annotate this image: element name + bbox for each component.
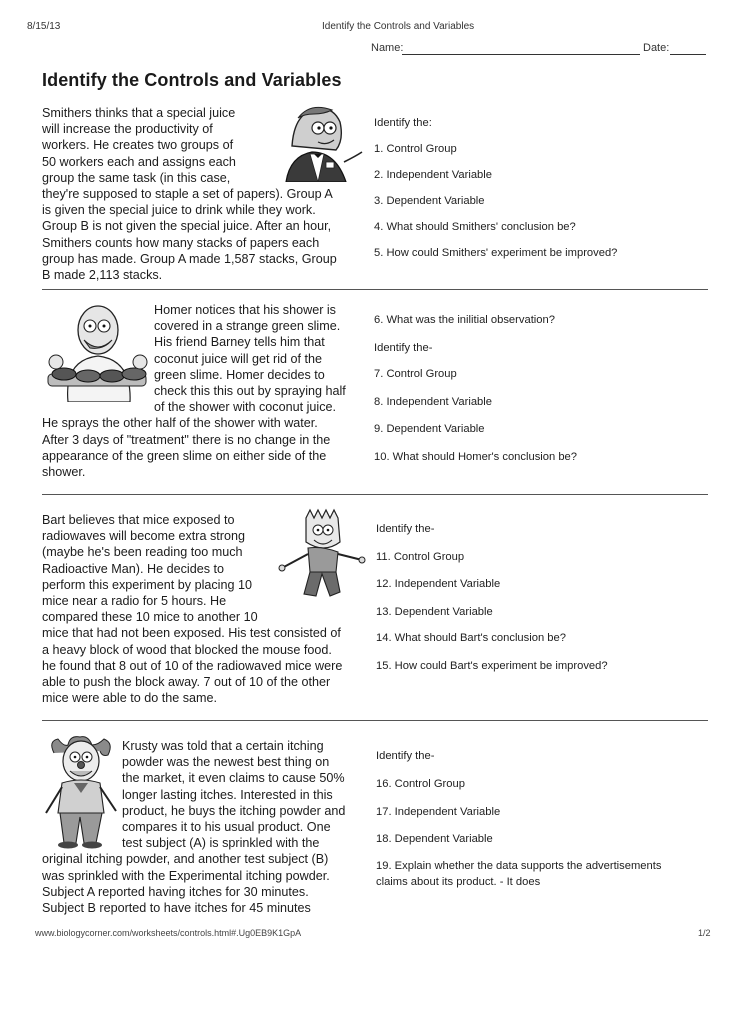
question: 6. What was the inilitial observation? <box>374 314 555 326</box>
section-divider <box>42 494 708 495</box>
story-line: test subject (A) is sprinkled with the <box>122 836 320 851</box>
story-line: the market, it even claims to cause 50% <box>122 771 345 786</box>
story-line: Subject B reported to have itches for 45 minutes <box>42 901 311 916</box>
story-line: (maybe he's been reading too much <box>42 545 243 560</box>
story-line: product, he buys the itching powder and <box>122 803 346 818</box>
story-line: Smithers counts how many stacks of papers each <box>42 235 320 250</box>
question: Identify the- <box>376 750 435 762</box>
story-line: longer lasting itches. Interested in this <box>122 787 333 802</box>
page-number: 1/2 <box>698 928 711 938</box>
question: 8. Independent Variable <box>374 396 492 408</box>
story-line: compared these 10 mice to another 10 <box>42 610 258 625</box>
question: Identify the- <box>374 342 433 354</box>
header-date: 8/15/13 <box>27 21 61 32</box>
question: 14. What should Bart's conclusion be? <box>376 632 566 644</box>
footer-url: www.biologycorner.com/worksheets/controls.html#.Ug0EB9K1GpA <box>35 928 302 938</box>
story-line: of the shower with coconut juice. <box>154 400 337 415</box>
story-line: check this this out by spraying half <box>154 384 346 399</box>
date-fill-line <box>670 54 706 55</box>
story-line: shower. <box>42 465 86 480</box>
question: 11. Control Group <box>376 551 465 563</box>
story-line: will increase the productivity of <box>42 122 213 137</box>
question: 18. Dependent Variable <box>376 833 493 845</box>
story-line: was sprinkled with the Experimental itching powder. <box>42 868 330 883</box>
story-line: Krusty was told that a certain itching <box>122 739 324 753</box>
story-line: Subject A reported having itches for 30 minutes. <box>42 884 309 899</box>
section-divider <box>42 289 708 290</box>
story-line: Radioactive Man). He decides to <box>42 561 225 576</box>
story-line: group has made. Group A made 1,587 stacks, Group <box>42 251 337 266</box>
question: 3. Dependent Variable <box>374 195 485 207</box>
story-line: coconut juice will get rid of the <box>154 351 323 366</box>
story-line: mice that had not been exposed. His test consisted of <box>42 626 341 641</box>
question: 16. Control Group <box>376 778 465 790</box>
story-line: they're supposed to staple a set of papers). Group A <box>42 187 333 202</box>
header-center-title: Identify the Controls and Variables <box>322 21 475 32</box>
question: 2. Independent Variable <box>374 169 492 181</box>
story-line: appearance of the green slime on either side of the <box>42 448 327 463</box>
story-line: covered in a strange green slime. <box>154 319 341 334</box>
name-label: Name: <box>371 42 404 54</box>
story-bart <box>42 512 368 706</box>
story-line: Homer notices that his shower is <box>154 303 336 317</box>
question: claims about its product. - It does <box>376 876 541 888</box>
question: 7. Control Group <box>374 368 457 380</box>
date-label: Date: <box>643 42 670 54</box>
question: 4. What should Smithers' conclusion be? <box>374 221 576 233</box>
story-smithers <box>42 105 362 283</box>
story-line: group the same task (in this case, <box>42 170 231 185</box>
story-line: original itching powder, and another test subject (B) <box>42 852 329 867</box>
question: 5. How could Smithers' experiment be improved? <box>374 247 618 259</box>
story-line: Smithers thinks that a special juice <box>42 106 236 120</box>
story-line: Bart believes that mice exposed to <box>42 513 235 527</box>
question: 1. Control Group <box>374 143 457 155</box>
story-line: green slime. Homer decides to <box>154 367 325 382</box>
question: Identify the- <box>376 523 435 535</box>
story-line: His friend Barney tells him that <box>154 335 325 350</box>
name-fill-line <box>402 54 640 55</box>
question: 10. What should Homer's conclusion be? <box>374 451 577 463</box>
story-line: compares it to his usual product. One <box>122 820 331 835</box>
story-line: After 3 days of "treatment" there is no change in the <box>42 432 331 447</box>
story-line: mice near a radio for 5 hours. He <box>42 594 227 609</box>
story-line: Group B is not given the special juice. After an hour, <box>42 219 332 234</box>
question: 15. How could Bart's experiment be improved? <box>376 660 608 672</box>
story-line: powder was the newest best thing on <box>122 755 330 770</box>
story-krusty <box>42 738 368 916</box>
story-line: mice were able to do the same. <box>42 691 218 706</box>
question: 13. Dependent Variable <box>376 606 493 618</box>
story-line: workers. He creates two groups of <box>42 138 234 153</box>
story-line: 50 workers each and assigns each <box>42 154 236 169</box>
story-line: a heavy block of wood that blocked the mouse food. <box>42 642 332 657</box>
section-divider <box>42 720 708 721</box>
story-line: able to push the block away. 7 out of 10 of the other <box>42 675 331 690</box>
question: 17. Independent Variable <box>376 806 501 818</box>
story-homer <box>42 302 362 480</box>
story-line: is given the special juice to drink while they work. <box>42 203 316 218</box>
question: Identify the: <box>374 117 432 129</box>
question: 19. Explain whether the data supports the advertisements <box>376 860 662 872</box>
story-line: perform this experiment by placing 10 <box>42 577 252 592</box>
story-line: B made 2,113 stacks. <box>42 268 163 283</box>
story-line: he found that 8 out of 10 of the radiowaved mice were <box>42 658 343 673</box>
page-title: Identify the Controls and Variables <box>42 70 342 90</box>
question: 12. Independent Variable <box>376 578 501 590</box>
story-line: radiowaves will become extra strong <box>42 529 245 544</box>
story-line: He sprays the other half of the shower with water. <box>42 416 318 431</box>
question: 9. Dependent Variable <box>374 423 485 435</box>
